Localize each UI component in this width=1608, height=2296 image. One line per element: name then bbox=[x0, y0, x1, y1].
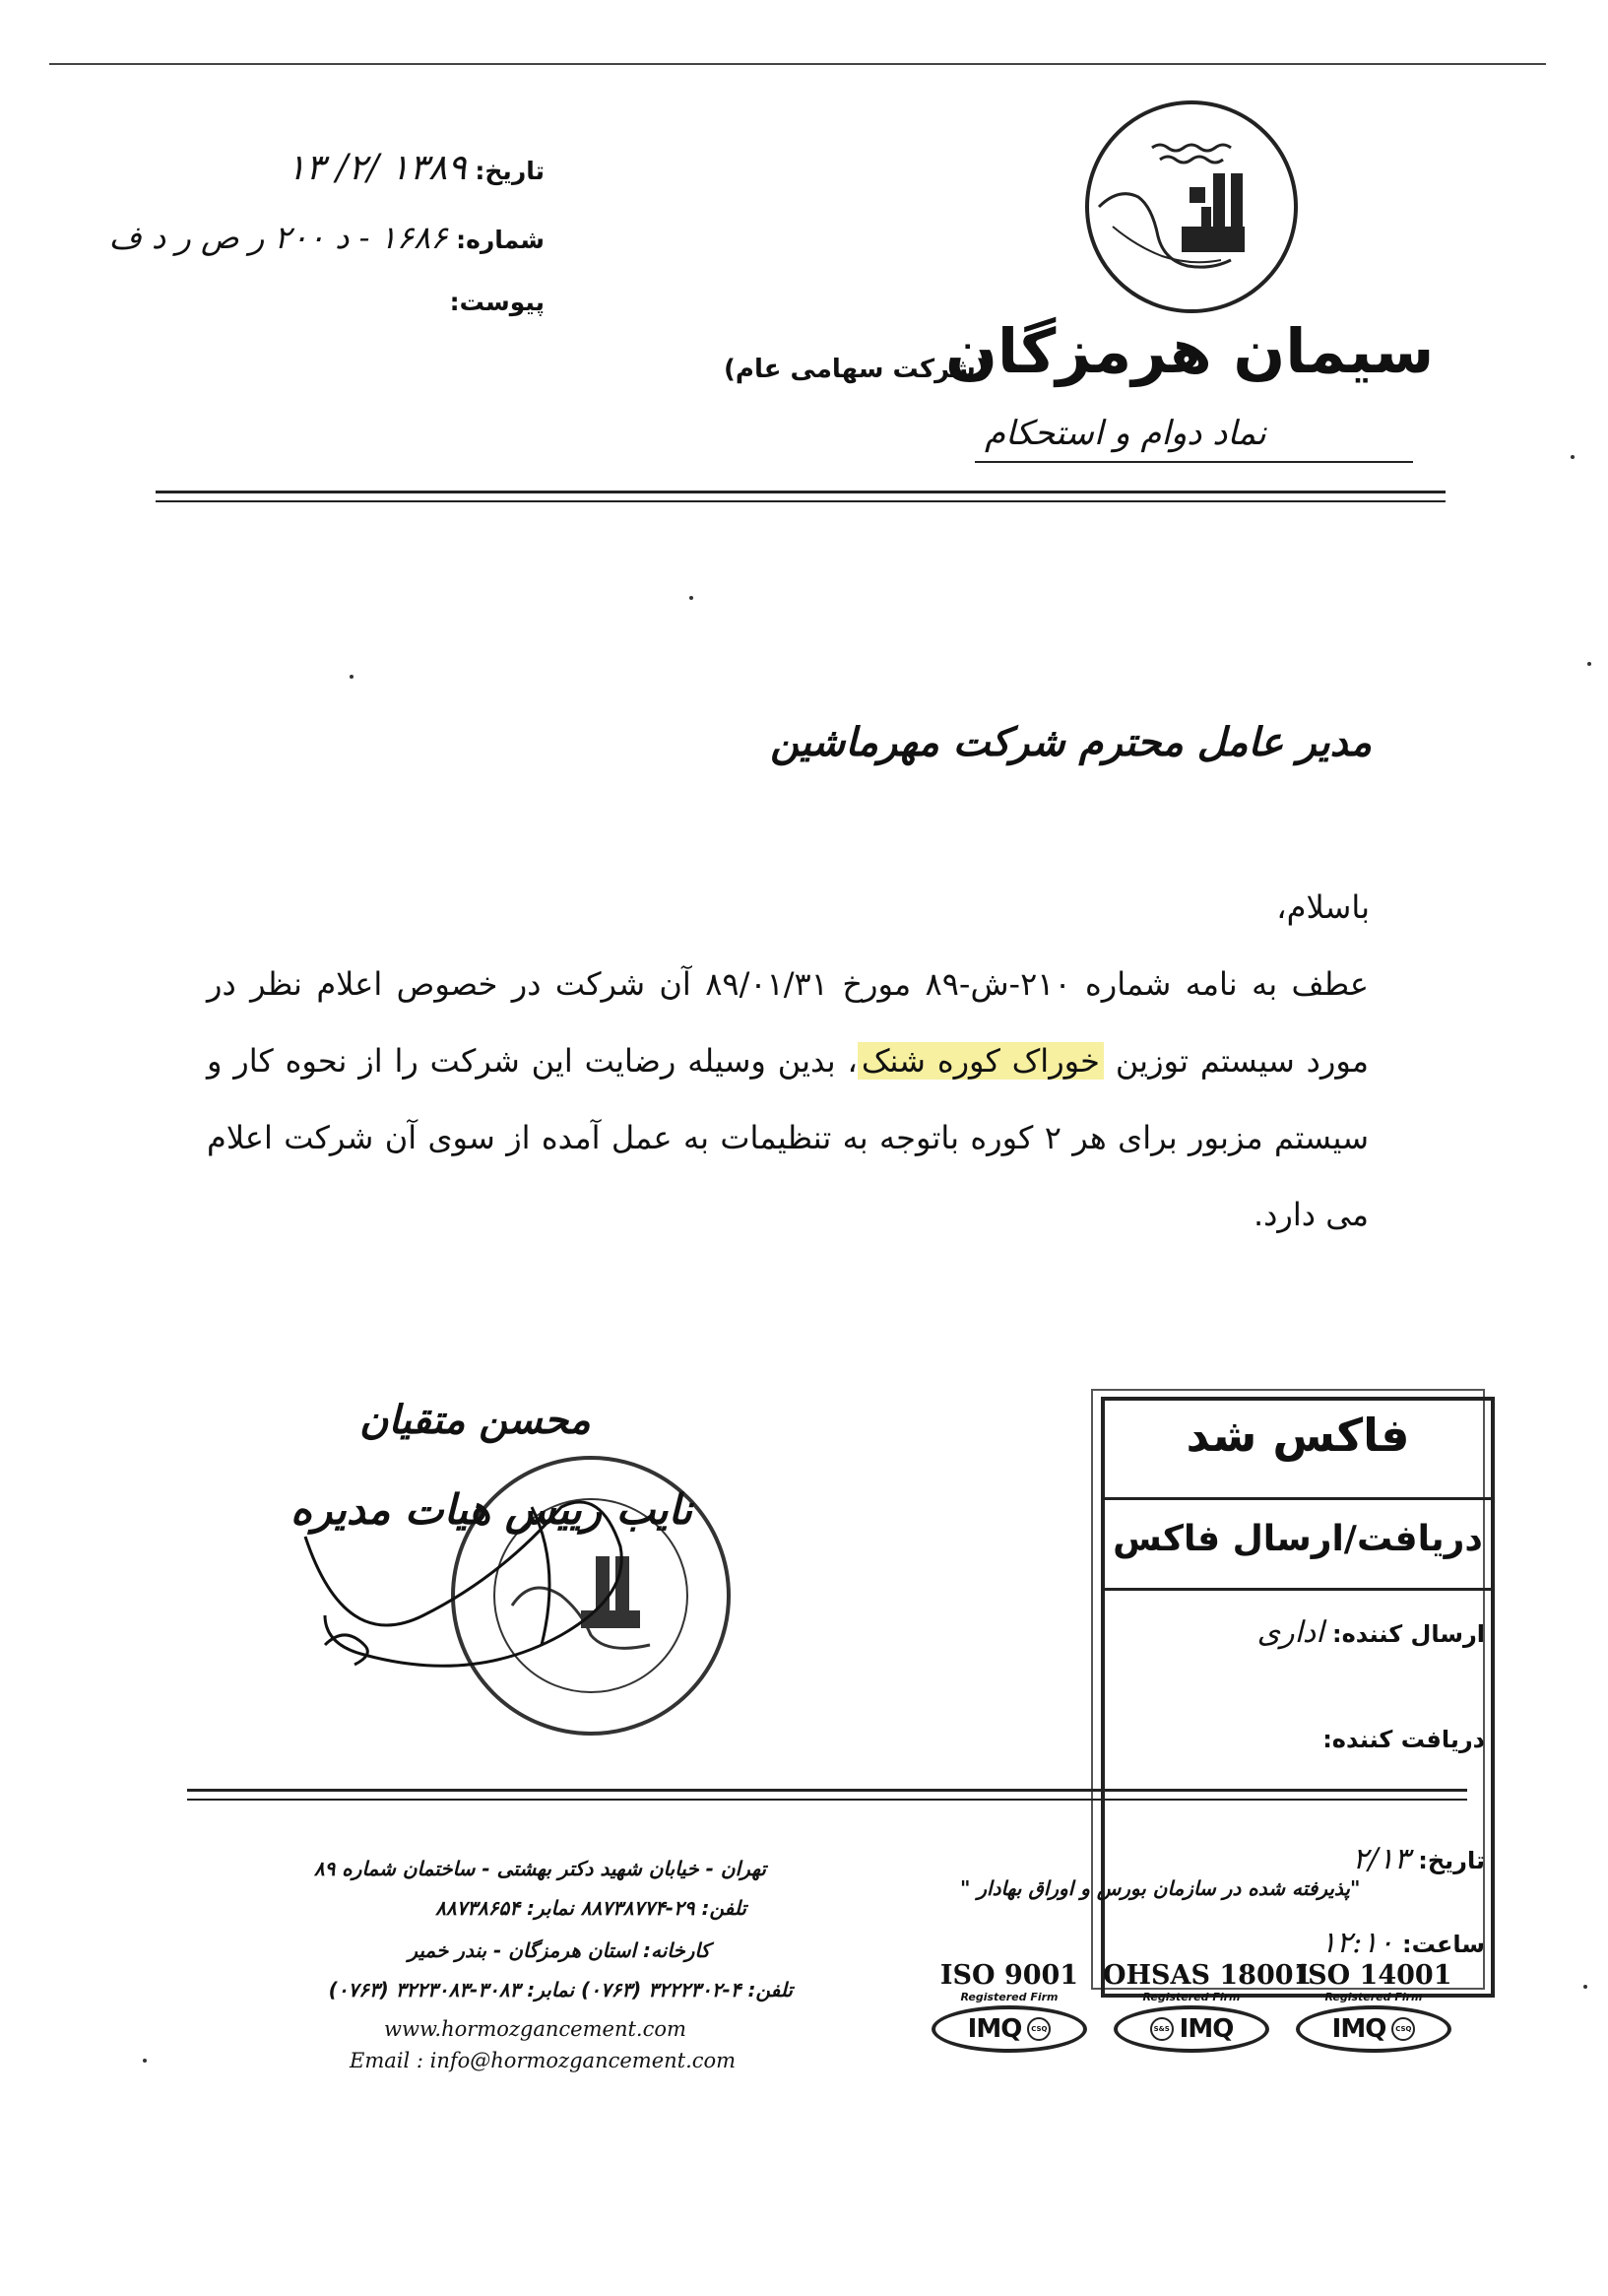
letter-number bbox=[109, 219, 545, 256]
footer-rule-1 bbox=[187, 1789, 1467, 1792]
greeting: باسلام، bbox=[1276, 888, 1370, 926]
csq-mark-icon: CSQ bbox=[1027, 2017, 1051, 2041]
fax-date-label: تاریخ: bbox=[1418, 1847, 1485, 1874]
fax-sender-label: ارسال کننده: bbox=[1331, 1620, 1485, 1648]
footer-rule-2 bbox=[187, 1799, 1467, 1801]
scan-speck bbox=[1583, 1985, 1587, 1989]
fax-stamp-title: فاکس شد bbox=[1186, 1409, 1410, 1462]
footer-email[interactable]: Email : info@hormozgancement.com bbox=[350, 2049, 737, 2072]
signatory-title: نایب رییس هیات مدیره bbox=[290, 1485, 693, 1534]
attachment-label: پیوست: bbox=[449, 288, 545, 316]
number-value: ۱۶۸۶ - د ۲۰۰ ر ص ر د ف bbox=[108, 219, 448, 256]
scan-speck bbox=[350, 675, 354, 679]
fax-date bbox=[1352, 1842, 1485, 1876]
imq-badge-icon bbox=[1114, 2005, 1269, 2053]
top-rule bbox=[49, 63, 1546, 65]
fax-time-value: ۱۲:۱۰ bbox=[1320, 1926, 1394, 1960]
cert-body: IMQ bbox=[1179, 2014, 1234, 2044]
fax-receiver bbox=[1322, 1726, 1485, 1753]
scan-speck bbox=[689, 596, 693, 600]
cert-standard: OHSAS 18001 bbox=[1103, 1960, 1313, 1991]
cert-iso-14001 bbox=[1285, 1960, 1462, 2068]
fax-sender-value: اداری bbox=[1256, 1615, 1324, 1650]
brand-name: سیمان هرمزگان bbox=[945, 315, 1435, 387]
cert-standard: ISO 14001 bbox=[1295, 1960, 1452, 1991]
brand-type: (شرکت سهامی عام) bbox=[724, 355, 988, 384]
fax-time-label: ساعت: bbox=[1401, 1931, 1485, 1958]
fax-stamp-divider-2 bbox=[1101, 1588, 1495, 1591]
fax-date-value: ۲/۱۳ bbox=[1352, 1842, 1410, 1876]
footer-website[interactable]: www.hormozgancement.com bbox=[384, 2017, 686, 2041]
scan-speck bbox=[1571, 455, 1575, 459]
cert-body: IMQ bbox=[967, 2014, 1022, 2044]
scan-speck bbox=[143, 2059, 147, 2063]
fax-stamp-divider-1 bbox=[1101, 1497, 1495, 1500]
brand-tagline: نماد دوام و استحکام bbox=[985, 414, 1266, 453]
footer-address-factory: کارخانه: استان هرمزگان - بندر خمیر bbox=[408, 1938, 710, 1962]
cert-body: IMQ bbox=[1331, 2014, 1386, 2044]
imq-badge-icon bbox=[932, 2005, 1087, 2053]
header-rule-2 bbox=[156, 500, 1446, 502]
letter-attachment bbox=[450, 288, 545, 316]
number-label: شماره: bbox=[456, 226, 545, 254]
recipient: مدیر عامل محترم شرکت مهرماشین bbox=[770, 719, 1372, 765]
fax-time bbox=[1320, 1926, 1485, 1960]
footer-phone-tehran: تلفن: ۲۹-۸۸۷۳۸۷۷۴ نمابر: ۸۸۷۳۸۶۵۴ bbox=[435, 1896, 746, 1920]
imq-badge-icon bbox=[1296, 2005, 1451, 2053]
cert-ohsas-18001 bbox=[1103, 1960, 1313, 2068]
cert-registered: Registered Firm bbox=[1142, 1991, 1241, 2003]
footer-phone-factory: تلفن: ۴-۳۲۲۲۳۰۲ (۰۷۶۳) نمابر: ۳۰۸۳-۳۲۲۳۰۸۳ (۰۷۶۳) bbox=[328, 1978, 793, 2001]
header-rule-1 bbox=[156, 491, 1446, 493]
scan-speck bbox=[1587, 662, 1591, 666]
csq-mark-icon: CSQ bbox=[1391, 2017, 1415, 2041]
company-logo-icon bbox=[1083, 98, 1300, 315]
letter-body bbox=[207, 946, 1369, 1253]
body-highlight: خوراک کوره شنک bbox=[858, 1042, 1104, 1080]
body-part-1: عطف به نامه شماره ۲۱۰-ش-۸۹ مورخ ۸۹/۰۱/۳۱ آن شرکت در خصوص اعلام نظر در مورد سیستم توزین bbox=[207, 965, 1370, 1080]
fax-sender bbox=[1257, 1615, 1485, 1650]
cert-registered: Registered Firm bbox=[960, 1991, 1059, 2003]
tagline-underline bbox=[975, 461, 1413, 463]
cert-iso-9001 bbox=[921, 1960, 1098, 2068]
fax-stamp bbox=[1101, 1397, 1495, 1998]
cert-standard: ISO 9001 bbox=[939, 1960, 1079, 1991]
date-value: ۱۳۸۹ /۲/ ۱۳ bbox=[287, 148, 467, 188]
date-label: تاریخ: bbox=[475, 157, 545, 185]
letter-date bbox=[287, 148, 545, 188]
footer-address-tehran: تهران - خیابان شهید دکتر بهشتی - ساختمان شماره ۸۹ bbox=[313, 1857, 766, 1880]
cert-registered: Registered Firm bbox=[1324, 1991, 1423, 2003]
fax-stamp-subtitle: دریافت/ارسال فاکس bbox=[1113, 1519, 1483, 1559]
body-part-2: ، بدین وسیله رضایت این شرکت را از نحوه کار و سیستم مزبور برای هر ۲ کوره باتوجه به تنظیمات به عمل آمده از سوی آن شرکت اعلام می دارد. bbox=[207, 1042, 1370, 1233]
csq-mark-icon: S&S bbox=[1150, 2017, 1174, 2041]
signatory-name: محسن متقیان bbox=[359, 1397, 591, 1443]
stock-exchange-note: "پذیرفته شده در سازمان بورس و اوراق بهادار " bbox=[960, 1876, 1361, 1900]
fax-receiver-label: دریافت کننده: bbox=[1322, 1726, 1485, 1753]
